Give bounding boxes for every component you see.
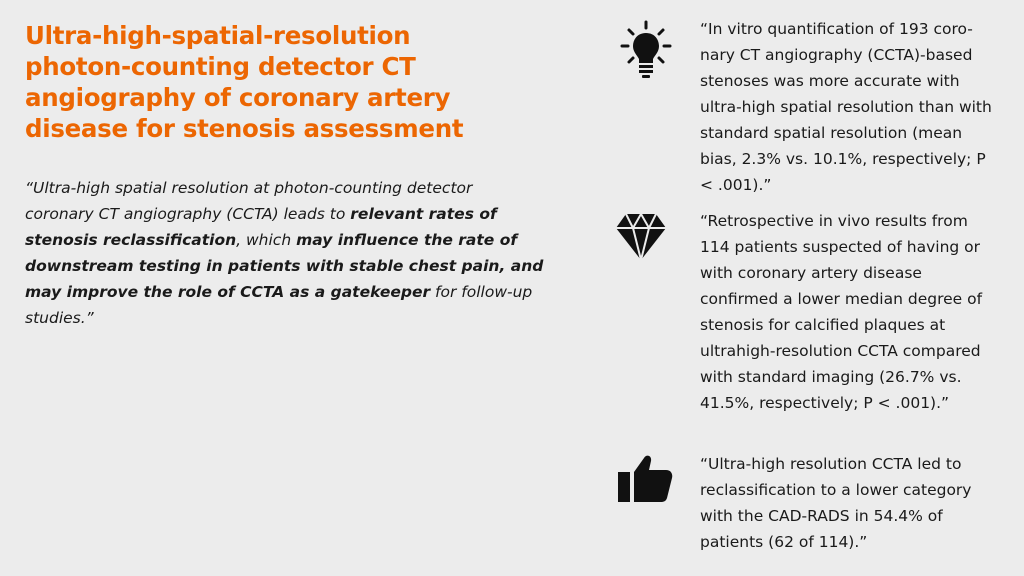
- diamond-icon: [614, 210, 668, 264]
- thumbs-up-icon: [616, 452, 674, 504]
- finding-text: “In vitro quantification of 193 coro-nary CT angiography (CCTA)-based stenoses was more accurate with ultra-high spatial resolution than with standard spatial resolution (mean bias, 2.3% vs. 10.1%, respectively; P < .001).”: [700, 20, 992, 194]
- quote-text: for follow-up studies.”: [25, 283, 533, 327]
- finding-text: “Ultra-high resolution CCTA led to reclassification to a lower category with the CAD-RADS in 54.4% of patients (62 of 114).”: [700, 455, 972, 551]
- quote-emphasis: may influence the rate of downstream testing in patients with stable chest pain, and may improve the role of CCTA as a gatekeeper: [25, 231, 544, 301]
- lightbulb-icon: [618, 20, 674, 80]
- quote-emphasis: relevant rates of stenosis reclassification: [25, 205, 497, 249]
- summary-quote: [25, 175, 545, 331]
- quote-text: “Ultra-high spatial resolution at photon-counting detector coronary CT angiography (CCTA) leads to: [25, 179, 473, 223]
- quote-text: , which: [236, 231, 297, 249]
- finding-text: “Retrospective in vivo results from 114 patients suspected of having or with coronary artery disease confirmed a lower median degree of stenosis for calcified plaques at ultrahigh-resolution CCTA compared with standard imaging (26.7% vs. 41.5%, respectively; P < .001).”: [700, 212, 983, 412]
- page-title: Ultra-high-spatial-resolution photon-counting detector CT angiography of coronary artery disease for stenosis assessment: [25, 21, 464, 143]
